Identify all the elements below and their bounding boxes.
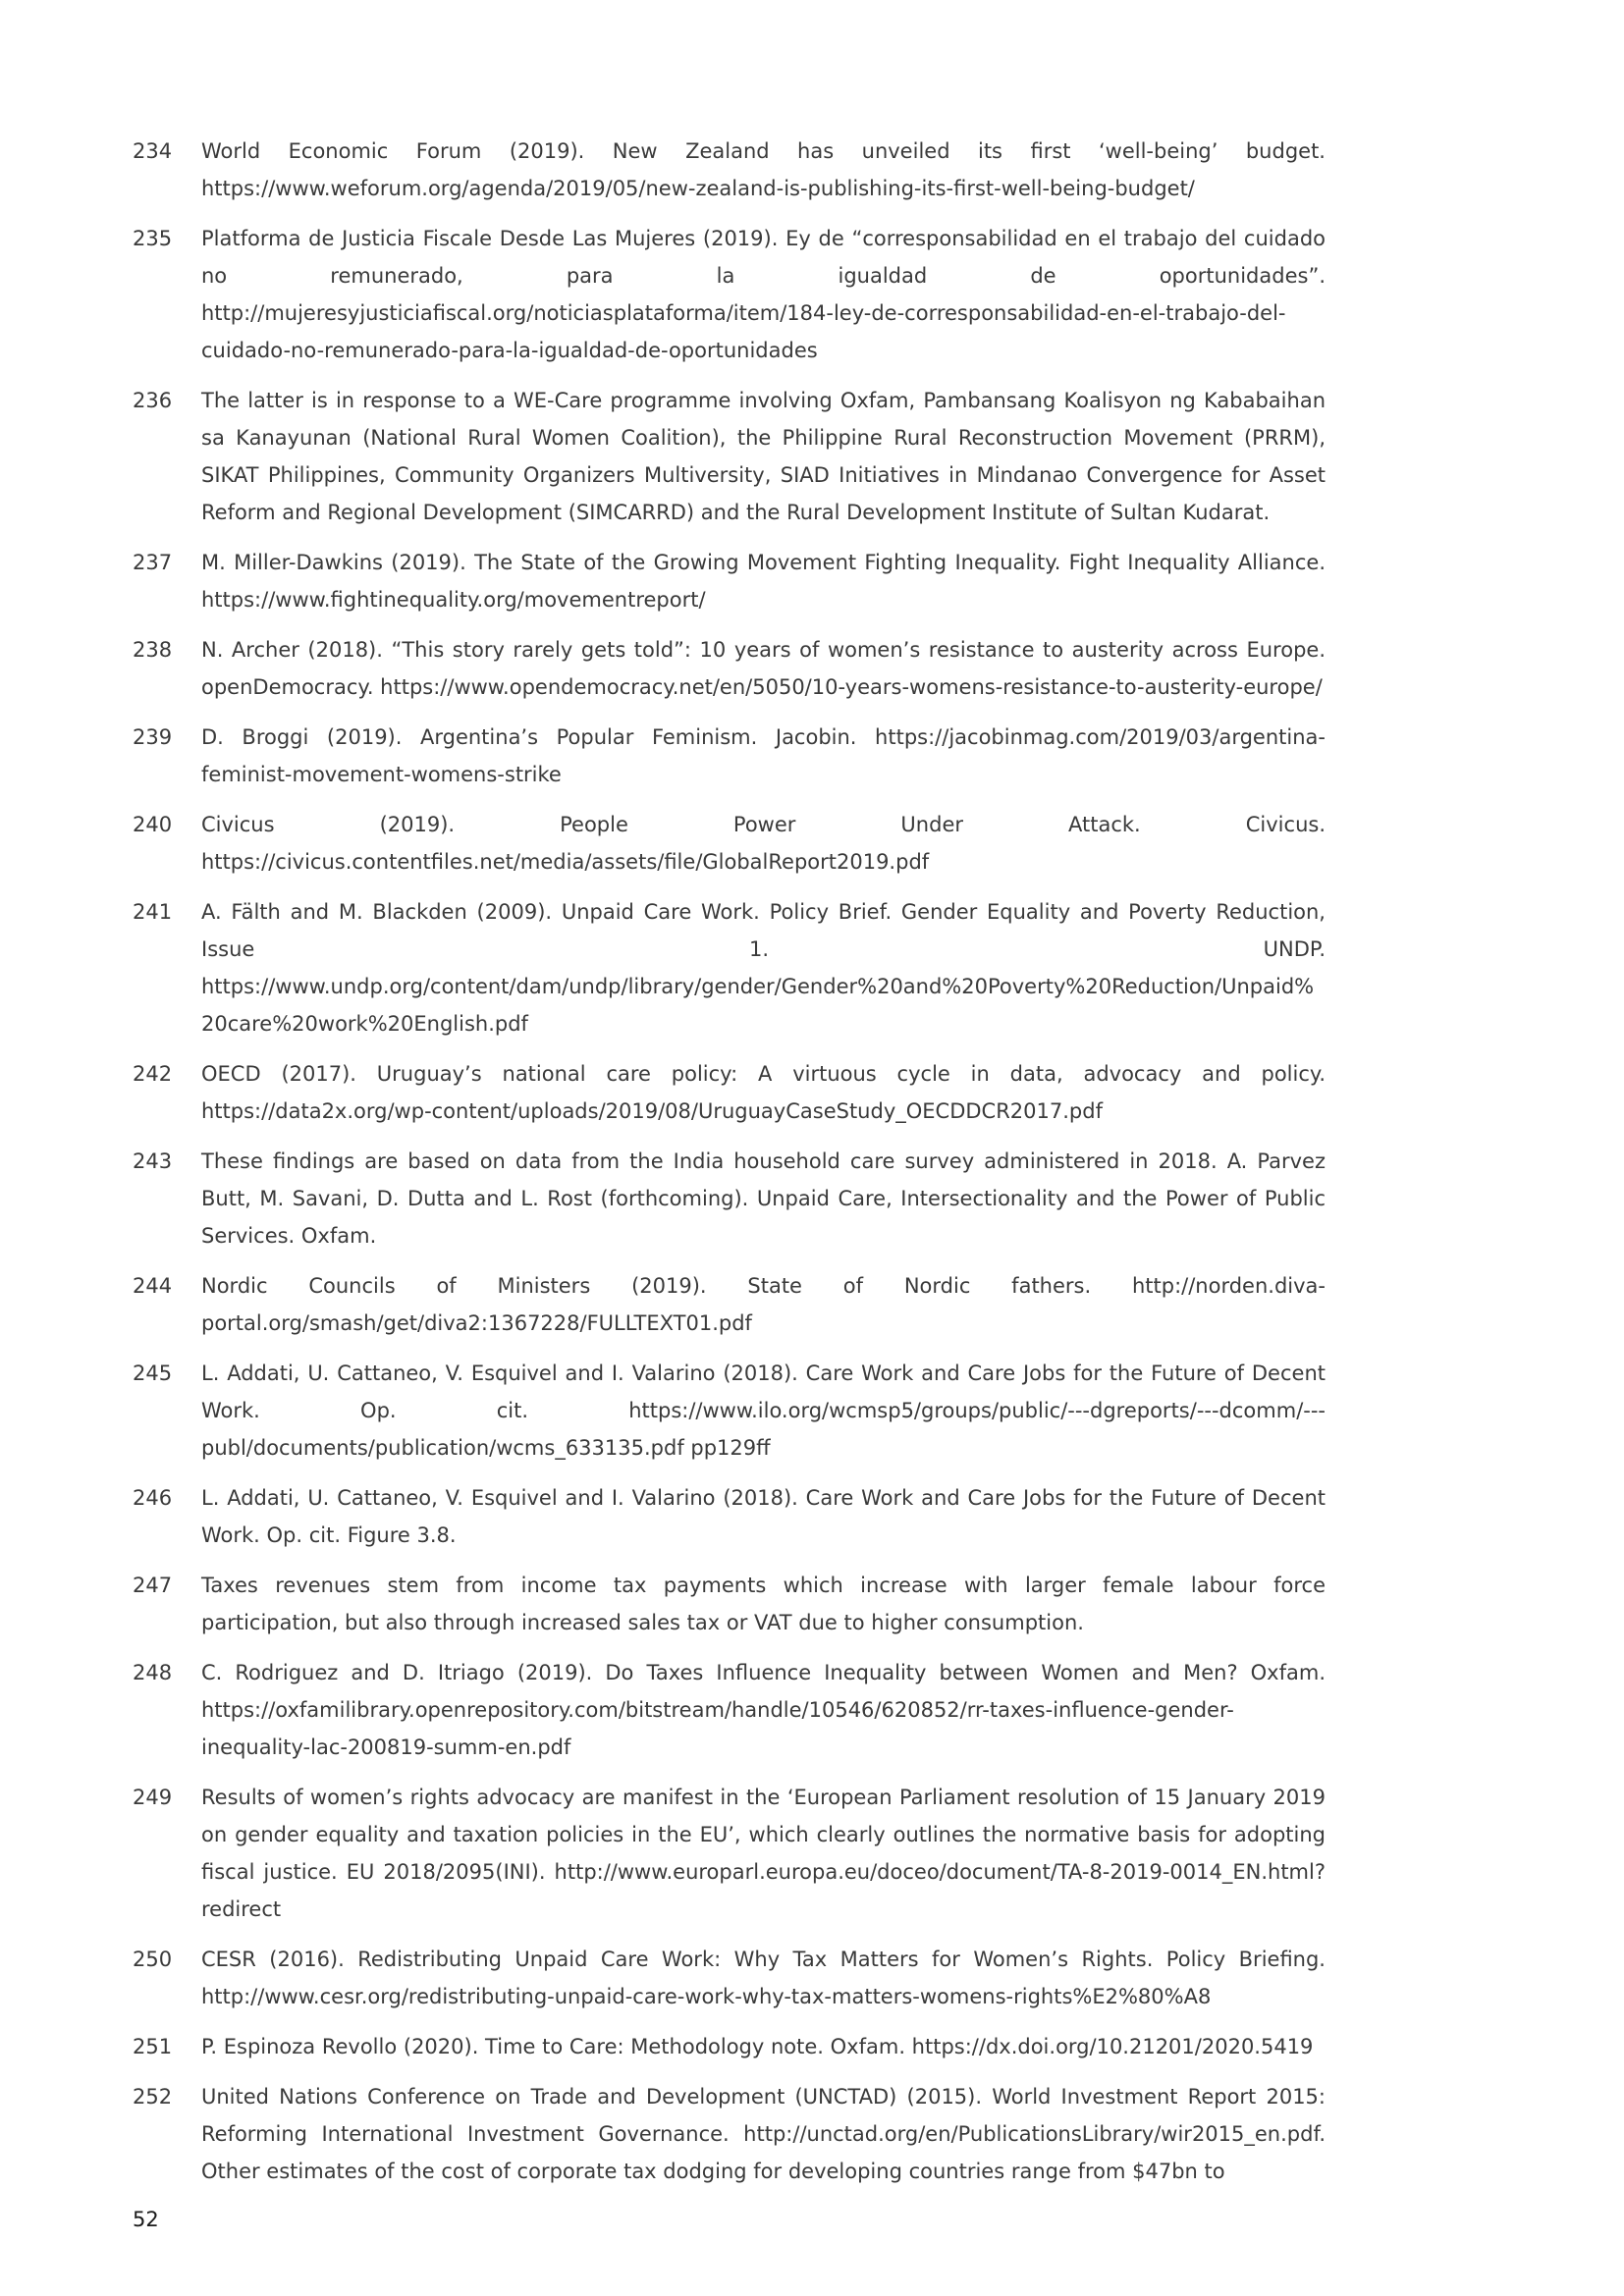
endnote-245 [133,1355,1326,1467]
endnote-number: 239 [133,725,173,749]
endnote-240 [133,806,1326,881]
endnote-243 [133,1143,1326,1255]
endnote-234 [133,133,1326,207]
endnote-text: Nordic Councils of Ministers (2019). State of Nordic fathers. http://norden.diva-portal.org/smash/get/diva2:1367228/FULLTEXT01.pdf [201,1274,1326,1335]
endnote-249 [133,1779,1326,1928]
endnote-252 [133,2078,1326,2190]
endnote-244 [133,1267,1326,1342]
endnote-248 [133,1654,1326,1766]
endnote-235 [133,220,1326,369]
endnote-242 [133,1055,1326,1130]
endnote-number: 245 [133,1362,173,1385]
endnote-number: 243 [133,1149,173,1173]
endnote-text: L. Addati, U. Cattaneo, V. Esquivel and I. Valarino (2018). Care Work and Care Jobs for the Future of Decent Work. Op. cit. Figure 3.8. [201,1486,1326,1547]
endnote-number: 240 [133,813,173,836]
endnote-text: D. Broggi (2019). Argentina’s Popular Feminism. Jacobin. https://jacobinmag.com/2019/03/argentina-feminist-movement-womens-strike [201,725,1326,786]
endnote-number: 252 [133,2085,173,2109]
endnote-238 [133,631,1326,706]
endnote-number: 244 [133,1274,173,1298]
endnote-number: 237 [133,551,173,574]
endnote-text: M. Miller-Dawkins (2019). The State of the Growing Movement Fighting Inequality. Fight Inequality Alliance. https://www.fightinequality.org/movementreport/ [201,551,1326,612]
endnote-241 [133,893,1326,1042]
endnote-number: 242 [133,1062,173,1086]
endnote-text: Civicus (2019). People Power Under Attack. Civicus. https://civicus.contentfiles.net/media/assets/file/GlobalReport2019.pdf [201,813,1326,874]
endnote-247 [133,1567,1326,1641]
endnote-251 [133,2028,1326,2065]
endnote-text: The latter is in response to a WE-Care programme involving Oxfam, Pambansang Koalisyon ng Kababaihan sa Kanayunan (National Rural Women Coalition), the Philippine Rural Reconstruction Movement (PRRM), SIKAT Philippines, Community Organizers Multiversity, SIAD Initiatives in Mindanao Convergence for Asset Reform and Regional Development (SIMCARRD) and the Rural Development Institute of Sultan Kudarat. [201,389,1326,524]
endnote-text: United Nations Conference on Trade and Development (UNCTAD) (2015). World Investment Report 2015: Reforming International Investment Governance. http://unctad.org/en/PublicationsLibrary/wir2015_en.pdf. Other estimates of the cost of corporate tax dodging for developing countries range from $47bn to [201,2085,1326,2183]
endnote-text: Taxes revenues stem from income tax payments which increase with larger female labour force participation, but also through increased sales tax or VAT due to higher consumption. [201,1574,1326,1634]
endnote-text: N. Archer (2018). “This story rarely gets told”: 10 years of women’s resistance to austerity across Europe. openDemocracy. https://www.opendemocracy.net/en/5050/10-years-womens-resistance-to-austerity-europe/ [201,638,1326,699]
endnote-number: 249 [133,1786,173,1809]
endnote-number: 250 [133,1948,173,1971]
endnote-text: CESR (2016). Redistributing Unpaid Care Work: Why Tax Matters for Women’s Rights. Policy Briefing. http://www.cesr.org/redistributing-unpaid-care-work-why-tax-matters-womens-rights%E2%80%A8 [201,1948,1326,2008]
endnote-text: These findings are based on data from the India household care survey administered in 2018. A. Parvez Butt, M. Savani, D. Dutta and L. Rost (forthcoming). Unpaid Care, Intersectionality and the Power of Public Services. Oxfam. [201,1149,1326,1248]
endnote-250 [133,1941,1326,2015]
endnote-number: 248 [133,1661,173,1684]
endnote-text: L. Addati, U. Cattaneo, V. Esquivel and I. Valarino (2018). Care Work and Care Jobs for the Future of Decent Work. Op. cit. https://www.ilo.org/wcmsp5/groups/public/---dgreports/---dcomm/---publ/documents/publication/wcms_633135.pdf pp129ff [201,1362,1326,1460]
endnote-236 [133,382,1326,531]
endnote-number: 235 [133,227,173,250]
endnote-number: 234 [133,139,173,163]
endnote-number: 236 [133,389,173,412]
endnote-number: 238 [133,638,173,662]
endnote-text: C. Rodriguez and D. Itriago (2019). Do Taxes Influence Inequality between Women and Men? Oxfam. https://oxfamilibrary.openrepository.com/bitstream/handle/10546/620852/rr-taxes-influence-gender-inequality-lac-200819-summ-en.pdf [201,1661,1326,1759]
endnote-text: Results of women’s rights advocacy are manifest in the ‘European Parliament resolution of 15 January 2019 on gender equality and taxation policies in the EU’, which clearly outlines the normative basis for adopting fiscal justice. EU 2018/2095(INI). http://www.europarl.europa.eu/doceo/document/TA-8-2019-0014_EN.html?redirect [201,1786,1326,1921]
endnote-number: 246 [133,1486,173,1510]
endnote-text: A. Fälth and M. Blackden (2009). Unpaid Care Work. Policy Brief. Gender Equality and Poverty Reduction, Issue 1. UNDP. https://www.undp.org/content/dam/undp/library/gender/Gender%20and%20Poverty%20Reduction/Unpaid%20care%20work%20English.pdf [201,900,1326,1036]
endnote-text: Platforma de Justicia Fiscale Desde Las Mujeres (2019). Ey de “corresponsabilidad en el trabajo del cuidado no remunerado, para la igualdad de oportunidades”. http://mujeresyjusticiafiscal.org/noticiasplataforma/item/184-ley-de-corresponsabilidad-en-el-trabajo-del-cuidado-no-remunerado-para-la-igualdad-de-oportunidades [201,227,1326,362]
endnote-246 [133,1479,1326,1554]
endnote-number: 247 [133,1574,173,1597]
endnote-text: World Economic Forum (2019). New Zealand has unveiled its first ‘well-being’ budget. https://www.weforum.org/agenda/2019/05/new-zealand-is-publishing-its-first-well-being-budget/ [201,139,1326,200]
page-number: 52 [133,2208,159,2231]
endnote-number: 241 [133,900,173,924]
endnote-237 [133,544,1326,618]
endnote-text: P. Espinoza Revollo (2020). Time to Care: Methodology note. Oxfam. https://dx.doi.org/10.21201/2020.5419 [201,2035,1314,2058]
endnote-text: OECD (2017). Uruguay’s national care policy: A virtuous cycle in data, advocacy and policy. https://data2x.org/wp-content/uploads/2019/08/UruguayCaseStudy_OECDDCR2017.pdf [201,1062,1326,1123]
endnotes-list [133,133,1326,2203]
endnote-239 [133,719,1326,793]
endnote-number: 251 [133,2035,173,2058]
